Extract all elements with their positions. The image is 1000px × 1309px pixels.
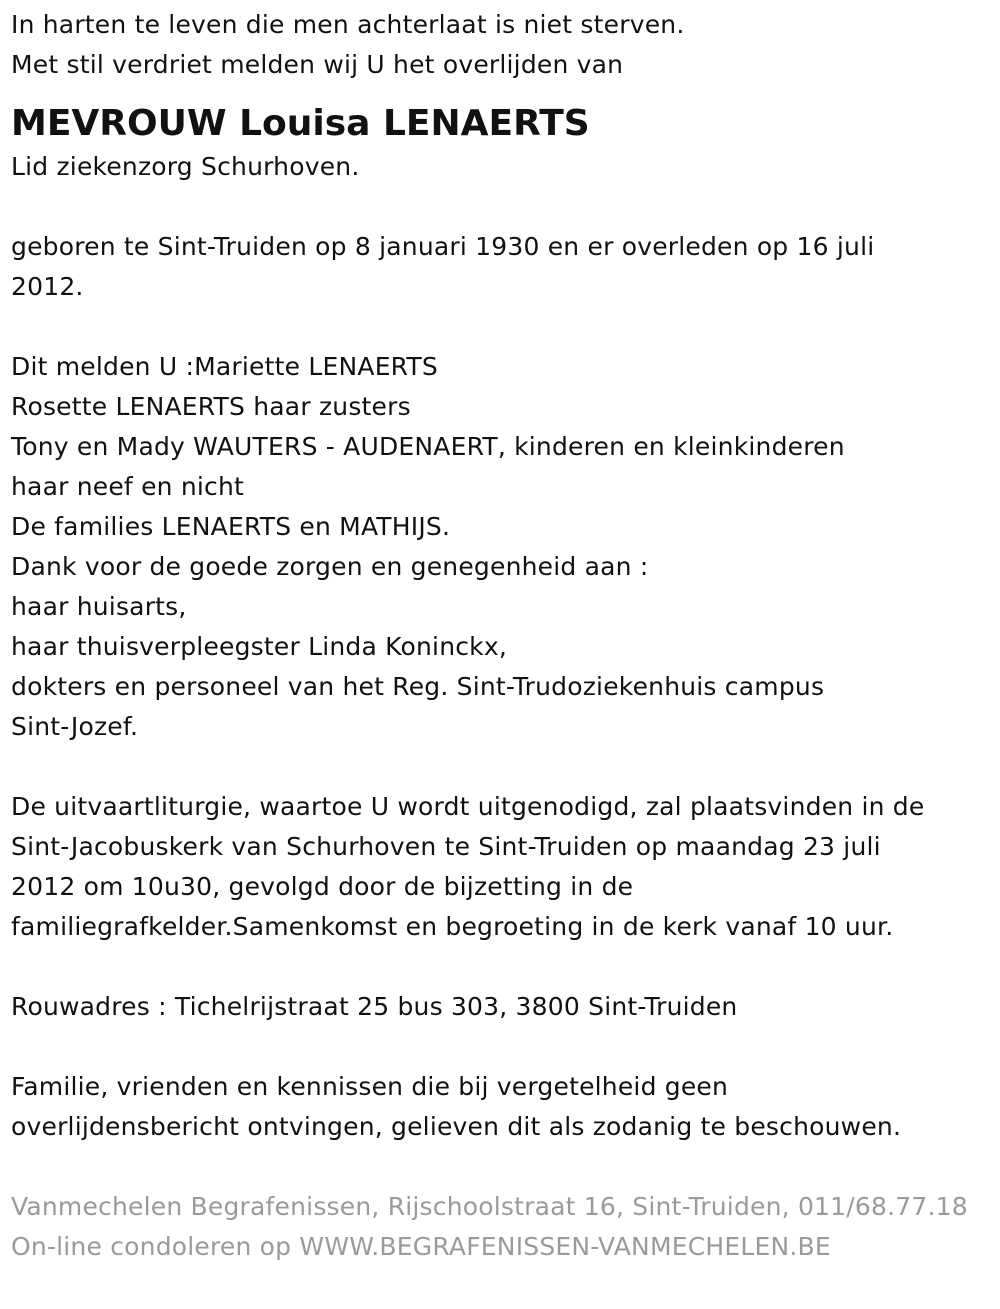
funeral-home-info: Vanmechelen Begrafenissen, Rijschoolstraat 16, Sint-Truiden, 011/68.77.18 [11, 1192, 968, 1221]
family-line: De families LENAERTS en MATHIJS. [11, 512, 451, 541]
birth-death-line-2: 2012. [11, 272, 84, 301]
funeral-line: familiegrafkelder.Samenkomst en begroeting in de kerk vanaf 10 uur. [11, 912, 894, 941]
thanks-line: dokters en personeel van het Reg. Sint-Trudoziekenhuis campus [11, 672, 825, 701]
family-line: haar neef en nicht [11, 472, 245, 501]
footer [11, 1187, 991, 1267]
intro-line-1: In harten te leven die men achterlaat is niet sterven. [11, 10, 685, 39]
intro-line-2: Met stil verdriet melden wij U het overlijden van [11, 50, 624, 79]
obituary-notice [11, 0, 991, 1267]
family-line: Dit melden U :Mariette LENAERTS [11, 352, 438, 381]
spacer [11, 1147, 991, 1187]
funeral-line: Sint-Jacobuskerk van Schurhoven te Sint-Truiden op maandag 23 juli [11, 832, 881, 861]
deceased-membership: Lid ziekenzorg Schurhoven. [11, 152, 360, 181]
family-line: Tony en Mady WAUTERS - AUDENAERT, kinderen en kleinkinderen [11, 432, 845, 461]
thanks-line: Dank voor de goede zorgen en genegenheid aan : [11, 552, 649, 581]
spacer [11, 947, 991, 987]
family-line: Rosette LENAERTS haar zusters [11, 392, 411, 421]
deceased-name: MEVROUW Louisa LENAERTS [11, 103, 590, 144]
mourning-address: Rouwadres : Tichelrijstraat 25 bus 303, 3800 Sint-Truiden [11, 992, 738, 1021]
funeral-line: 2012 om 10u30, gevolgd door de bijzetting in de [11, 872, 634, 901]
spacer [11, 1027, 991, 1067]
spacer [11, 747, 991, 787]
spacer [11, 307, 991, 347]
notice-line-2: overlijdensbericht ontvingen, gelieven dit als zodanig te beschouwen. [11, 1112, 902, 1141]
funeral-block [11, 787, 991, 947]
spacer [11, 187, 991, 227]
notice-line-1: Familie, vrienden en kennissen die bij vergetelheid geen [11, 1072, 729, 1101]
thanks-line: haar huisarts, [11, 592, 187, 621]
funeral-line: De uitvaartliturgie, waartoe U wordt uitgenodigd, zal plaatsvinden in de [11, 792, 925, 821]
online-condolences-link[interactable]: On-line condoleren op WWW.BEGRAFENISSEN-VANMECHELEN.BE [11, 1232, 831, 1261]
thanks-line: Sint-Jozef. [11, 712, 139, 741]
family-block [11, 347, 991, 747]
thanks-line: haar thuisverpleegster Linda Koninckx, [11, 632, 508, 661]
birth-death-line-1: geboren te Sint-Truiden op 8 januari 1930 en er overleden op 16 juli [11, 232, 875, 261]
